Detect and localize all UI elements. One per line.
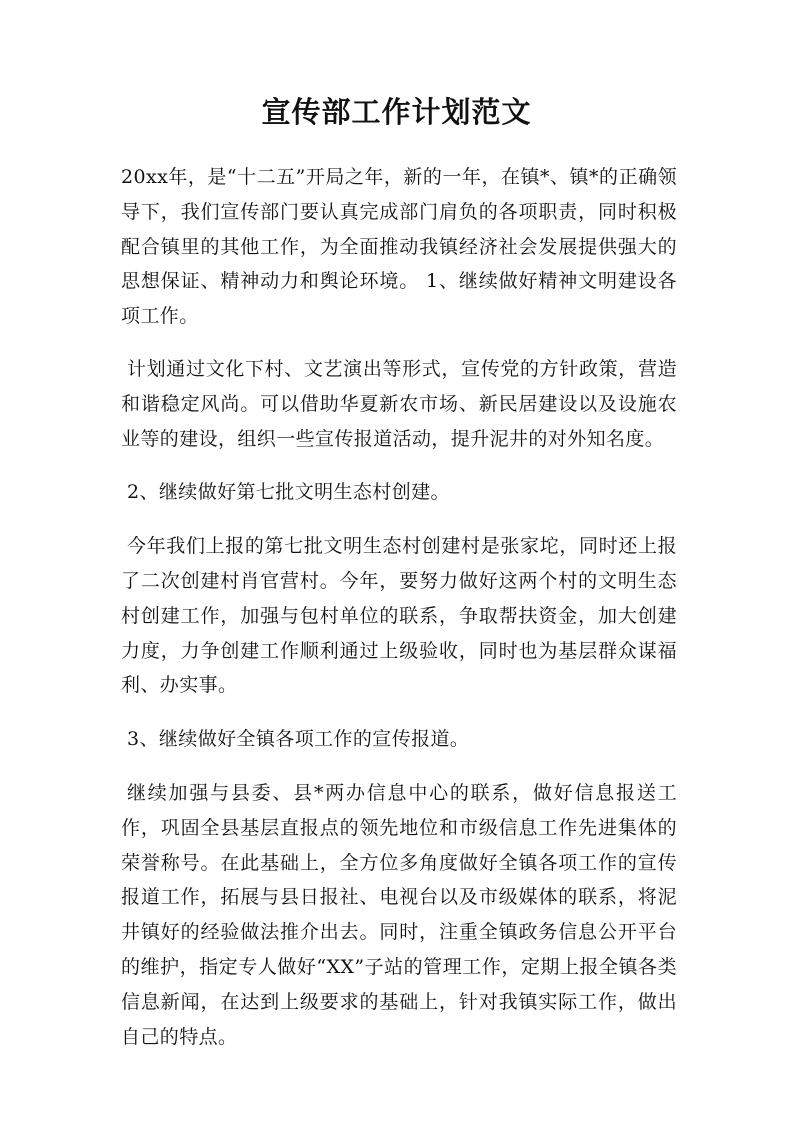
section-heading-ecological-village: 2、继续做好第七批文明生态村创建。	[127, 481, 450, 504]
section-heading-publicity-reporting: 3、继续做好全镇各项工作的宣传报道。	[127, 728, 470, 751]
paragraph-ecological-village: 今年我们上报的第七批文明生态村创建村是张家坨，同时还上报了二次创建村肖官营村。今年，要努力做好这两个村的文明生态村创建工作，加强与包村单位的联系，争取帮扶资金，加大创建力度，力争创建工作顺利通过上级验收，同时也为基层群众谋福利、办实事。	[121, 535, 677, 697]
paragraph-publicity-reporting: 继续加强与县委、县*两办信息中心的联系，做好信息报送工作，巩固全县基层直报点的领先地位和市级信息工作先进集体的荣誉称号。在此基础上，全方位多角度做好全镇各项工作的宣传报道工作，拓展与县日报社、电视台以及市级媒体的联系，将泥井镇好的经验做法推介出去。同时，注重全镇政务信息公开平台的维护，指定专人做好“XX”子站的管理工作，定期上报全镇各类信息新闻，在达到上级要求的基础上，针对我镇实际工作，做出自己的特点。	[121, 781, 677, 1048]
document-title: 宣传部工作计划范文	[261, 95, 532, 129]
paragraph-intro: 20xx年，是“十二五”开局之年，新的一年，在镇*、镇*的正确领导下，我们宣传部门要认真完成部门肩负的各项职责，同时积极配合镇里的其他工作，为全面推动我镇经济社会发展提供强大的思想保证、精神动力和舆论环境。 1、继续做好精神文明建设各项工作。	[121, 166, 677, 328]
document-body	[121, 160, 677, 1073]
paragraph-civilization-plan: 计划通过文化下村、文艺演出等形式，宣传党的方针政策，营造和谐稳定风尚。可以借助华夏新农市场、新民居建设以及设施农业等的建设，组织一些宣传报道活动，提升泥井的对外知名度。	[121, 357, 677, 450]
